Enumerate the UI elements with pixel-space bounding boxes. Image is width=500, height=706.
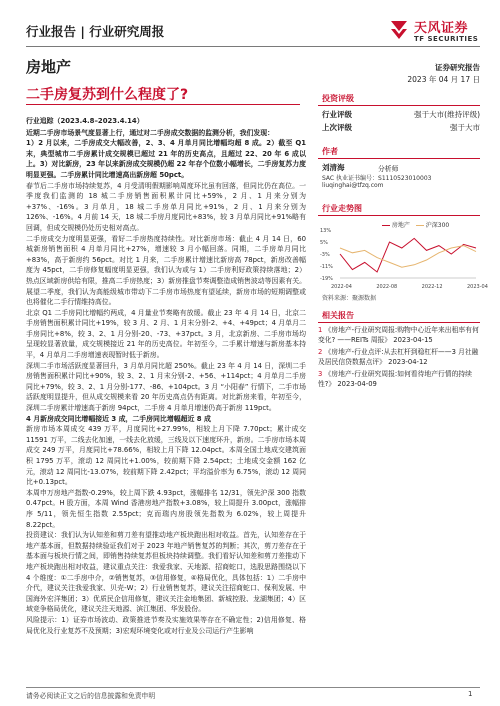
series-line-realestate xyxy=(340,238,476,272)
x-tick-label: 2022-08 xyxy=(376,284,398,290)
x-tick-label: 2022-04 xyxy=(331,284,352,290)
authors-divider xyxy=(318,158,480,159)
paragraph-beijing: 北京 Q1 二手房同比增幅约两成，4 月量业节奏略有放缓。截止 23 年 4 月 14 日，北京二手房销售面积累计同比+19%，较 3 月、2 月、1 月末分别-2、+4、+49pct；4 月单月二手房同比+8%，较 3、2、1 月分别-20、-73、+37pct。3 月，北京新房、二手房市场均呈现较显著放量，成交规模接近 21 年的历史高位。年初至今，二手累计增速与新房基本持平，4 月单月二手房增速表现暂时低于新房。 xyxy=(26,308,306,360)
related-list xyxy=(318,326,480,390)
footer-divider xyxy=(26,687,480,688)
body-column xyxy=(26,116,306,636)
industry-rating-label: 行业评级 xyxy=(322,110,352,119)
page-number: 1 xyxy=(468,690,473,698)
paragraph-index: 本周申万房地产指数-0.29%，较上周下跌 4.93pct，涨幅排名 12/31，领先沪深 300 指数 0.47pct。H 股方面，本周 Wind 香港房地产指数+3.08%，较上周提升 3.00pct，涨幅排序 5/11，领先恒生指数 2.55pct；克而瑞内房股领先指数为 6.02%，较上周提升 8.22pct。 xyxy=(26,488,306,529)
paragraph-risk: 风险提示：1）证券市场波动、政策推进节奏及实施效果等存在不确定性；2)信用修复、格局优化及行业复苏不及预期；3)宏观环境变化或对行业及公司运行产生影响 xyxy=(26,615,306,635)
footer-disclaimer: 请务必阅读正文之后的信息披露和免责申明 xyxy=(26,692,156,700)
y-tick-label: 5% xyxy=(320,240,328,246)
report-date: 2023 年 04 月 17 日 xyxy=(407,75,480,84)
paragraph-recovery: 春节后二手房市场持续复苏，4 月受清明假期影响周度环比虽有回落，但同比仍在高位。一季度我们监测的 18 城二手房销售面积累计同比+59%，2 月、1 月来分别为+37%、-16%。3 月单月，18 城二手房单月同比+91%，2 月、1 月来分别为 126%、-16%。4 月前 14 天，18 城二手房月度同比+83%，较 3 月单月同比+91%略有回调，但成交规模仍处历史相对高点。 xyxy=(26,181,306,232)
rating-header: 投资评级 xyxy=(322,94,354,103)
title-underline xyxy=(26,104,300,105)
paragraph-market: 新房市场本周成交 439 万平，月度同比+27.99%，相较上月下降 7.70pct；累计成交 11591 万平，二线去化加速，一线去化放缓，三线及以下速度环升，新房。二手房市场本周成交 249 万平，月度同比+78.66%，相较上月下降 12.04pct。本周全国土地成交建筑面积 1795 万平，滚动 12 周同比+1.00%，较前期下降 2.54pct；土地成交金额 162 亿元，滚动 12 周同比-13.07%，较前期下降 2.42pct；平均溢价率为 6.75%，滚动 12 周同比+0.13pct。 xyxy=(26,425,306,487)
author-sac: SAC 执业证书编号：S1110523010003 xyxy=(322,175,432,182)
y-tick-label: -11% xyxy=(320,264,333,270)
tracking-heading: 行业追踪（2023.4.8–2023.4.14） xyxy=(26,117,144,125)
paragraph-shenzhen: 深圳二手市场活跃度显著回升，3 月单月同比超 250%。截止 23 年 4 月 14 日，深圳二手房销售面积累计同比+90%，较 3、2、1 月末分别-2、+56、+114pct；4 月单月二手房同比+79%，较 3、2、1 月分别-177、-86、+104pct。3 月 “小阳春” 行情下，二手市场活跃度明显提升，但从成交规模来看 20 年历史高点仍有距离。对比新房来看，年初至今，深圳二手房累计增速高于新房 94pct，二手房 4 月单月增速仍高于新房 119pct。 xyxy=(26,361,306,413)
chart-divider xyxy=(318,215,480,216)
author-role: 分析师 xyxy=(378,165,399,173)
related-item-3[interactable]: 3 《房地产-行业研究周报:如何看待地产行情的持续性?》 2023-04-09 xyxy=(318,370,472,388)
industry-name: 房地产 xyxy=(26,58,72,76)
legend-swatch-b xyxy=(416,225,424,227)
report-title: 二手房复苏到什么程度了? xyxy=(26,87,189,103)
x-tick-label: 2022-12 xyxy=(421,284,443,290)
legend-label-a: 房地产 xyxy=(391,222,410,229)
related-header: 相关报告 xyxy=(322,311,354,320)
logo-en: TF SECURITIES xyxy=(414,35,479,43)
related-item-1[interactable]: 1 《房地产-行业研究周报:购物中心近年来出租率有何变化? ——REITs 周报》 2023-04-15 xyxy=(318,326,479,344)
author-name: 刘清海 xyxy=(322,163,345,172)
prev-rating-label: 上次评级 xyxy=(322,123,352,132)
chart-legend xyxy=(382,220,449,229)
authors-header: 作者 xyxy=(322,147,338,156)
series-line-hs300 xyxy=(340,246,476,268)
author-email[interactable]: liuqinghai@tfzq.com xyxy=(322,182,384,189)
chart-source: 资料来源：聚源数据 xyxy=(322,295,377,302)
paragraph-findings: 1）2 月以来，二手房成交大幅改善，2、3、4 月单月同比增幅均超 8 成。2）截至 Q1 末，典型城市二手房累计成交规模已超过 21 年的历史高点，且超过 22、20 年 6 成以上。3）对比新房，23 年以来新房成交规模仍超 22 年存个位数小幅增长，二手房复苏力度明显更强。二手房累计同比增速高出新房超 50pct。 xyxy=(26,139,306,179)
report-category: 行业报告 | 行业研究周报 xyxy=(26,24,165,39)
y-tick-label: -3% xyxy=(320,252,330,258)
logo-cn: 天风证券 xyxy=(414,21,469,36)
y-tick-label: 13% xyxy=(320,228,332,234)
rating-divider xyxy=(318,105,480,106)
paragraph-strength: 二手房成交力度明显更强，看好二手房热度持续性。对比新房市场：截止 4 月 14 日，60 城新房销售面积 4 月单月同比+27%，增速较 3 月小幅回落。同期，二手房单月同比+83%，高于新房约 56pct。对比 1 月来，二手房累计增速比新房高 78pct，新房改善幅度为 45pct，二手房修复幅度明显更强，我们认为或与 1）二手房利好政策持续落地；2）热点区域新房供给有限，推高二手房热度；3）新房推盘节奏调整造成销售波动等因素有关。展望二季度，我们认为高能级城市带动下二手房市场热度有望延续，新房市场的短期调整或也将催化二手行情维持高位。 xyxy=(26,234,307,307)
report-type: 证券研究报告 xyxy=(435,63,480,72)
chart-header: 行业走势图 xyxy=(322,204,362,213)
logo-mark-icon xyxy=(388,18,410,42)
industry-rating-value: 强于大市(维持评级) xyxy=(414,110,480,119)
header-divider xyxy=(26,46,480,47)
prev-rating-value: 强于大市 xyxy=(450,123,480,132)
legend-swatch-a xyxy=(382,225,390,227)
related-divider xyxy=(318,322,480,323)
paragraph-intro: 近期二手房市场景气度显著上行，通过对二手房成交数据的监测分析，我们发现： xyxy=(26,128,275,137)
paragraph-april-heading: 4 月新房成交同比增幅接近 3 成，二手房同比增幅超近 8 成 xyxy=(26,414,211,423)
legend-label-b: 沪深300 xyxy=(425,222,450,229)
company-logo xyxy=(388,14,480,54)
y-tick-label: -19% xyxy=(320,276,333,282)
related-item-2[interactable]: 2 《房地产-行业点评:从去杠杆到稳杠杆——3 月社融及居民信贷数据点评》 2023-04-12 xyxy=(318,348,479,366)
x-tick-label: 2023-04 xyxy=(467,284,488,290)
paragraph-advice: 投资建议：我们认为认知差和剪刀差有望推动地产板块跑出相对收益。首先，认知差存在于地产基本面，但数据持续验证我们对于 2023 年地产销售复苏的判断；其次，剪刀差存在于基本面与板块行情之间，即销售持续复苏但板块持续调整。我们看好认知差和剪刀差推动下地产板块跑出相对收益，建议重点关注：我爱我家、天地源、招商蛇口，选股思路围绕以下 4 个维度：①二手房中介，②销售复苏，③信用修复，④格局优化，具体包括：1）二手房中介代，建议关注我爱我家、贝壳-W；2）行业销售复苏，建议关注招商蛇口、保利发展、中国海外宏洋集团；3）优质民企信用修复，建议关注金地集团、新城控股、龙湖集团；4）区域竞争格局优化，建议关注天地源、滨江集团、华发股份。 xyxy=(26,531,306,614)
